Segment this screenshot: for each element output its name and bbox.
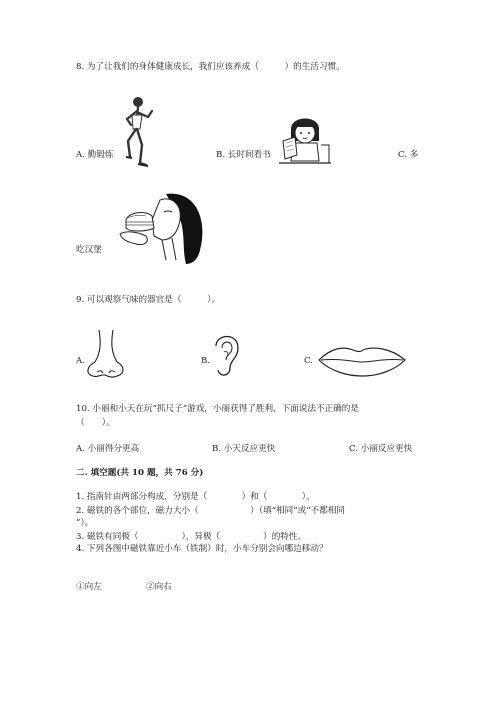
q10-stem-line1: 10. 小丽和小天在玩“抓尺子”游戏，小丽获得了胜利，下面说法不正确的是: [76, 404, 359, 414]
fill-blank-item-4: 4. 下列各图中磁铁靠近小车（铁制）时，小车分别会向哪边移动？: [76, 544, 328, 554]
fill-blank-item-1: 1. 指南针由两部分构成，分别是（ ）和（ ）。: [76, 492, 315, 502]
fill-blank-item-2-cont: ”）。: [76, 518, 94, 528]
q10-option-c: C. 小丽反应更快: [349, 444, 413, 454]
answer-option-2: ②向右: [146, 582, 172, 592]
girl-reading-icon: [277, 111, 333, 171]
q9-option-c: C.: [304, 356, 314, 366]
q10-option-b: B. 小天反应更快: [212, 444, 276, 454]
q8-stem: 8. 为了让我们的身体健康成长，我们应该养成（ ）的生活习惯。: [76, 62, 345, 72]
q9-option-b: B.: [201, 356, 211, 366]
ear-icon: [210, 330, 242, 378]
section-heading: 二. 填空题(共 10 题，共 76 分): [76, 468, 204, 478]
lips-icon: [317, 342, 407, 378]
q8-option-c-continued: 吃汉堡: [76, 245, 102, 255]
q8-option-a: A. 勤锻炼: [76, 150, 114, 160]
q9-option-a: A.: [76, 356, 85, 366]
nose-icon: [83, 328, 129, 380]
q9-stem: 9. 可以观察气味的器官是（ ）。: [76, 295, 221, 305]
fill-blank-item-2: 2. 磁铁的各个部位，磁力大小（ ）（填“相同”或“不都相同: [76, 506, 346, 516]
q8-option-b: B. 长时间看书: [216, 150, 271, 160]
q10-option-a: A. 小丽得分更高: [76, 444, 140, 454]
q8-option-c: C. 多: [398, 150, 419, 160]
person-eating-burger-icon: [116, 190, 206, 266]
q10-stem-line2: （ ）。: [76, 418, 115, 428]
fill-blank-item-3: 3. 磁铁有同极（ ），异极（ ）的特性。: [76, 532, 307, 542]
answer-option-1: ①向左: [76, 582, 102, 592]
running-person-icon: [118, 95, 158, 171]
